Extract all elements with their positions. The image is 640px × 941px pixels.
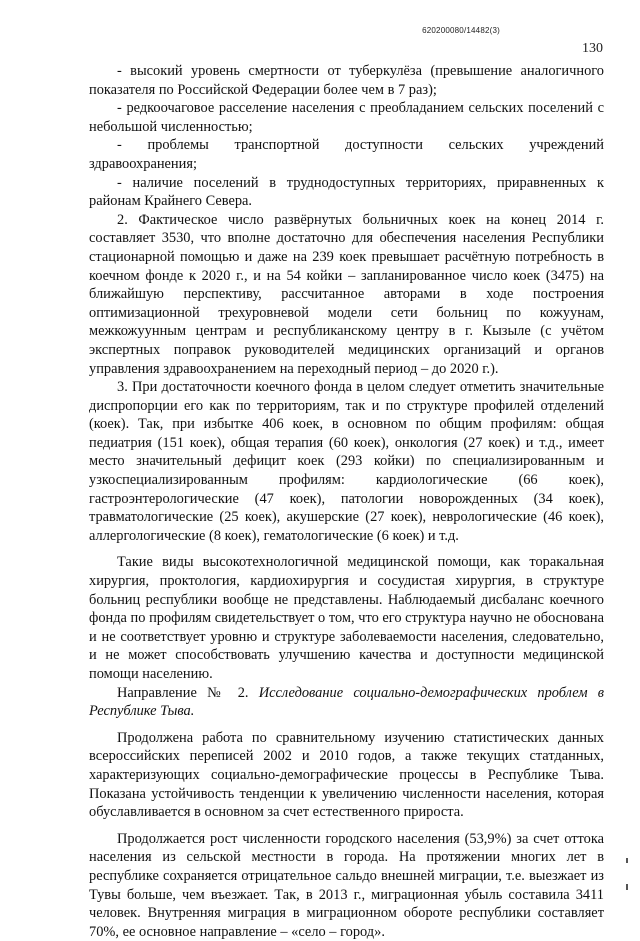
paragraph-bed-disproportion: 3. При достаточности коечного фонда в целом следует отметить значительные диспропорции его как по территориям, так и по структуре профилей отделений (коек). Так, при избытке 406 коек, в основном по общим профилям: общая педиатрия (151 коек), общая терапия (60 коек), онкология (27 коек) и т.д., имеет место значительный дефицит коек (293 койки) по специализированным и узкоспециализированным профилям: кардиологические (66 коек), гастроэнтерологические (47 коек), патологии новорожденных (34 коек), травматологические (25 коек), акушерские (27 коек), неврологические (46 коек), аллергологические (8 коек), гематологические (6 коек) и т.д. bbox=[89, 379, 604, 544]
paragraph-census-study: Продолжена работа по сравнительному изучению статистических данных всероссийских переписей 2002 и 2010 годов, а также текущих статданных, характеризующих социально-демографические процессы в Республике Тыва. Показана устойчивость тенденции к увеличению численности населения, которая обуславливается в основном за счет естественного прироста. bbox=[89, 729, 604, 821]
paragraph-bullet-settlement: - редкоочаговое расселение населения с преобладанием сельских поселений с небольшой численностью; bbox=[89, 100, 604, 135]
direction-title: Исследование социально-демографических проблем в Республике Тыва. bbox=[89, 684, 604, 720]
paragraph-urban-migration: Продолжается рост численности городского населения (53,9%) за счет оттока населения из сельской местности в города. На протяжении многих лет в республике сохраняется отрицательное сальдо внешней миграции, т.е. выезжает из Тувы больше, чем въезжает. Так, в 2013 г., миграционная убыль составила 3411 человек. Внутренняя миграция в миграционном обороте республики составляет 70%, ее основное направление – «село – город». bbox=[89, 830, 604, 940]
paragraph-bullet-tuberculosis: - высокий уровень смертности от туберкулёза (превышение аналогичного показателя по Российской Федерации более чем в 7 раз); bbox=[89, 63, 604, 98]
page-number: 130 bbox=[582, 41, 603, 56]
paragraph-bed-count: 2. Фактическое число развёрнутых больничных коек на конец 2014 г. составляет 3530, что вполне достаточно для обеспечения населения Республики стационарной помощью и даже на 239 коек превышает расчётную потребность в коечном фонде к 2020 г., и на 54 койки – запланированное число коек (3475) на ближайшую перспективу, рассчитанное авторами в ходе построения оптимизационной трехуровневой модели сети больниц по кожуунам, межкожуунным центрам и республиканскому центру в г. Кызыле (с учётом экспертных поправок руководителей медицинских организаций и органов управления здравоохранением на переходный период – до 2020 г.). bbox=[89, 211, 604, 377]
paragraph-bullet-remote-areas: - наличие поселений в труднодоступных территориях, приравненных к районам Крайнего Севера. bbox=[89, 174, 604, 210]
document-code: 620200080/14482(3) bbox=[422, 26, 500, 35]
paragraph-direction-2 bbox=[89, 684, 604, 721]
document-body bbox=[89, 62, 604, 941]
paragraph-high-tech-care: Такие виды высокотехнологичной медицинской помощи, как торакальная хирургия, проктология, кардиохирургия и сосудистая хирургия, в структуре больниц республики вообще не представлены. Наблюдаемый дисбаланс коечного фонда по профилям свидетельствует о том, что его структура научно не обоснована и не соответствует уровню и структуре заболеваемости населения, следовательно, и не может способствовать улучшению качества и доступности медицинской помощи населению. bbox=[89, 554, 604, 682]
scan-edge-mark bbox=[626, 884, 628, 890]
scan-edge-mark bbox=[626, 858, 628, 863]
direction-label: Направление № 2. bbox=[117, 684, 259, 701]
paragraph-bullet-transport: - проблемы транспортной доступности сельских учреждений здравоохранения; bbox=[89, 137, 604, 172]
